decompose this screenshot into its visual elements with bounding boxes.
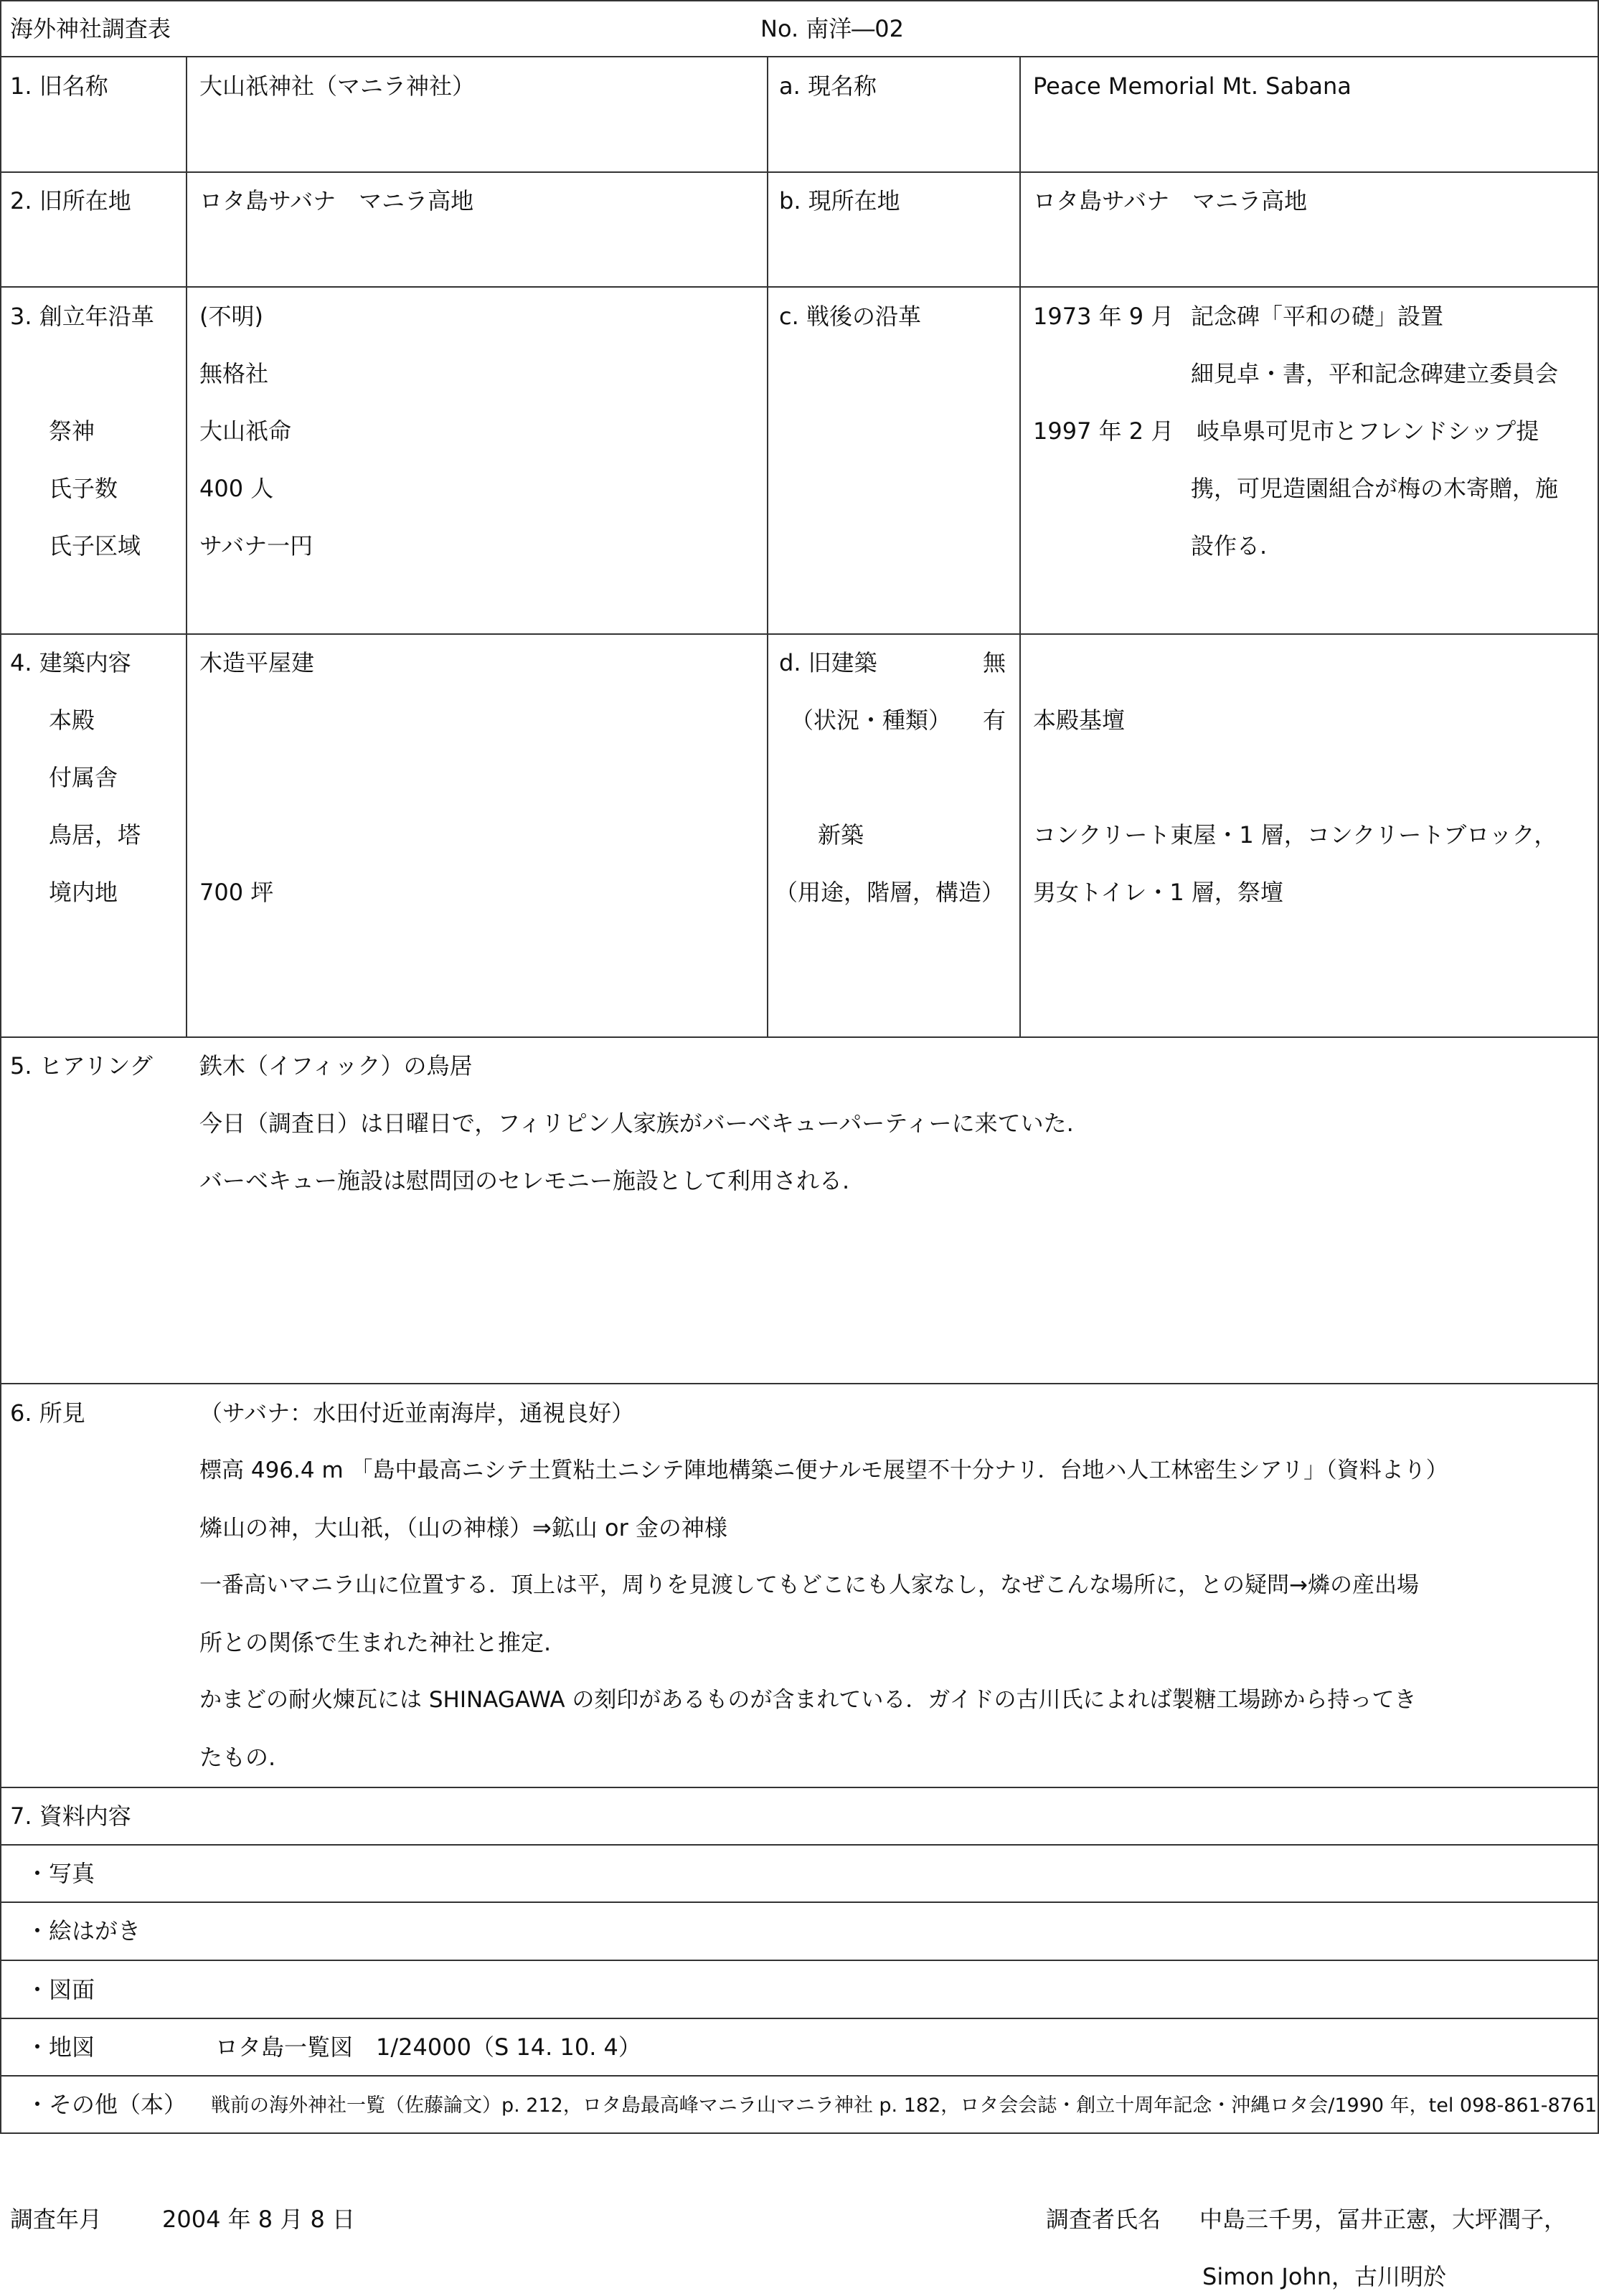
- rule-row7c: [0, 1960, 1599, 1961]
- materials-map-value: ロタ島一覧図 1/24000（S 14. 10. 4）: [215, 2033, 641, 2061]
- history-date-1: 1973 年 9 月: [1033, 303, 1174, 330]
- old-building-status: （状況・種類）: [791, 707, 952, 734]
- history-text-3: 岐阜県可児市とフレンドシップ提: [1197, 417, 1539, 445]
- findings-line-1: （サバナ：水田付近並南海岸，通視良好）: [199, 1399, 635, 1427]
- survey-date-value: 2004 年 8 月 8 日: [162, 2206, 356, 2233]
- history-text-2: 細見卓・書，平和記念碑建立委員会: [1191, 360, 1559, 387]
- founding-label: 3. 創立年沿革: [10, 303, 154, 330]
- rule-row7b: [0, 1901, 1599, 1903]
- current-name-label: a. 現名称: [779, 72, 877, 100]
- deity-value: 大山祇命: [199, 417, 292, 445]
- old-building-none: 無: [983, 649, 1006, 676]
- precinct-label: 境内地: [49, 879, 118, 906]
- materials-photo: ・写真: [26, 1860, 95, 1887]
- hearing-line-2: 今日（調査日）は日曜日で，フィリピン人家族がバーベキューパーティーに来ていた.: [199, 1110, 1074, 1137]
- main-hall-label: 本殿: [49, 707, 95, 734]
- rule-row7a: [0, 1844, 1599, 1846]
- old-name-value: 大山祇神社（マニラ神社）: [199, 72, 476, 100]
- shrine-rank-value: 無格社: [199, 360, 269, 387]
- survey-date-label: 調査年月: [10, 2206, 103, 2233]
- rule-row7e: [0, 2075, 1599, 2077]
- current-name-value: Peace Memorial Mt. Sabana: [1033, 72, 1352, 100]
- rule-row1: [0, 171, 1599, 173]
- materials-other-label: ・その他（本）: [26, 2091, 187, 2118]
- rule-row7f: [0, 2132, 1599, 2134]
- new-building-detail-label: （用途，階層，構造）: [775, 879, 1005, 906]
- findings-line-4: 一番高いマニラ山に位置する．頂上は平，周りを見渡してもどこにも人家なし，なぜこんな場所に，との疑問→燐の産出場: [199, 1572, 1419, 1598]
- surveyor-names-2: Simon John，古川明於: [1202, 2263, 1446, 2290]
- materials-other-value: 戦前の海外神社一覧（佐藤論文）p. 212，ロタ島最高峰マニラ山マニラ神社 p. 182，ロタ会会誌・創立十周年記念・沖縄ロタ会/1990 年，tel 098-861-8761: [211, 2094, 1598, 2117]
- parishioner-count-value: 400 人: [199, 475, 274, 502]
- architecture-value: 木造平屋建: [199, 649, 315, 676]
- history-text-1: 記念碑「平和の礎」設置: [1191, 303, 1444, 330]
- rule-row2: [0, 286, 1599, 288]
- old-name-label: 1. 旧名称: [10, 72, 108, 100]
- rule-col1: [186, 56, 187, 1037]
- annex-label: 付属舎: [49, 764, 118, 791]
- history-text-5: 設作る.: [1191, 532, 1268, 559]
- postwar-history-label: c. 戦後の沿革: [779, 303, 921, 330]
- findings-line-2: 標高 496.4 m 「島中最高ニシテ土質粘土ニシテ陣地構築ニ便ナルモ展望不十分ナリ．台地ハ人工林密生シアリ」（資料より）: [199, 1458, 1448, 1483]
- rule-col2: [767, 56, 768, 1037]
- rule-row3: [0, 633, 1599, 635]
- current-location-label: b. 現所在地: [779, 187, 900, 214]
- rule-row5: [0, 1383, 1599, 1384]
- findings-label: 6. 所見: [10, 1399, 85, 1427]
- rule-row6: [0, 1787, 1599, 1788]
- materials-label: 7. 資料内容: [10, 1803, 131, 1830]
- old-location-value: ロタ島サバナ マニラ高地: [199, 187, 474, 214]
- findings-line-7: たもの.: [199, 1744, 276, 1771]
- findings-line-5: 所との関係で生まれた神社と推定.: [199, 1629, 552, 1656]
- old-building-exists: 有: [983, 707, 1006, 734]
- materials-drawing: ・図面: [26, 1976, 95, 2003]
- history-text-4: 携，可児造園組合が梅の木寄贈，施: [1191, 475, 1559, 502]
- parish-area-label: 氏子区域: [49, 532, 141, 559]
- sheet-title: 海外神社調査表: [10, 15, 171, 42]
- deity-label: 祭神: [49, 417, 95, 445]
- rule-header: [0, 56, 1599, 57]
- old-building-value: 本殿基壇: [1033, 707, 1126, 734]
- hearing-line-3: バーベキュー施設は慰問団のセレモニー施設として利用される.: [199, 1167, 850, 1194]
- hearing-label: 5. ヒアリング: [10, 1052, 153, 1080]
- rule-top: [0, 0, 1599, 1]
- new-building-value-2: 男女トイレ・1 層，祭壇: [1033, 879, 1283, 906]
- new-building-value-1: コンクリート東屋・1 層，コンクリートブロック，: [1033, 821, 1557, 849]
- founding-value: (不明): [199, 303, 263, 330]
- old-location-label: 2. 旧所在地: [10, 187, 131, 214]
- findings-line-6: かまどの耐火煉瓦には SHINAGAWA の刻印があるものが含まれている．ガイドの古川氏によれば製糖工場跡から持ってき: [199, 1687, 1417, 1713]
- parish-area-value: サバナ一円: [199, 532, 313, 559]
- rule-row7d: [0, 2018, 1599, 2019]
- torii-label: 鳥居，塔: [49, 821, 141, 849]
- rule-left: [0, 0, 1, 2133]
- history-date-3: 1997 年 2 月: [1033, 417, 1174, 445]
- surveyor-names-1: 中島三千男，冨井正憲，大坪潤子，: [1199, 2206, 1567, 2233]
- surveyor-label: 調査者氏名: [1046, 2206, 1161, 2233]
- rule-col3: [1019, 56, 1021, 1037]
- architecture-label: 4. 建築内容: [10, 649, 131, 676]
- materials-postcard: ・絵はがき: [26, 1917, 141, 1945]
- parishioner-count-label: 氏子数: [49, 475, 118, 502]
- new-building-label: 新築: [818, 821, 864, 849]
- rule-row4: [0, 1036, 1599, 1038]
- current-location-value: ロタ島サバナ マニラ高地: [1033, 187, 1308, 214]
- old-building-label: d. 旧建築: [779, 649, 877, 676]
- precinct-value: 700 坪: [199, 879, 274, 906]
- hearing-line-1: 鉄木（イフィック）の鳥居: [199, 1052, 473, 1080]
- materials-map-label: ・地図: [26, 2033, 95, 2061]
- findings-line-3: 燐山の神，大山祇，（山の神様）⇒鉱山 or 金の神様: [199, 1514, 727, 1541]
- sheet-number: No. 南洋―02: [760, 15, 905, 42]
